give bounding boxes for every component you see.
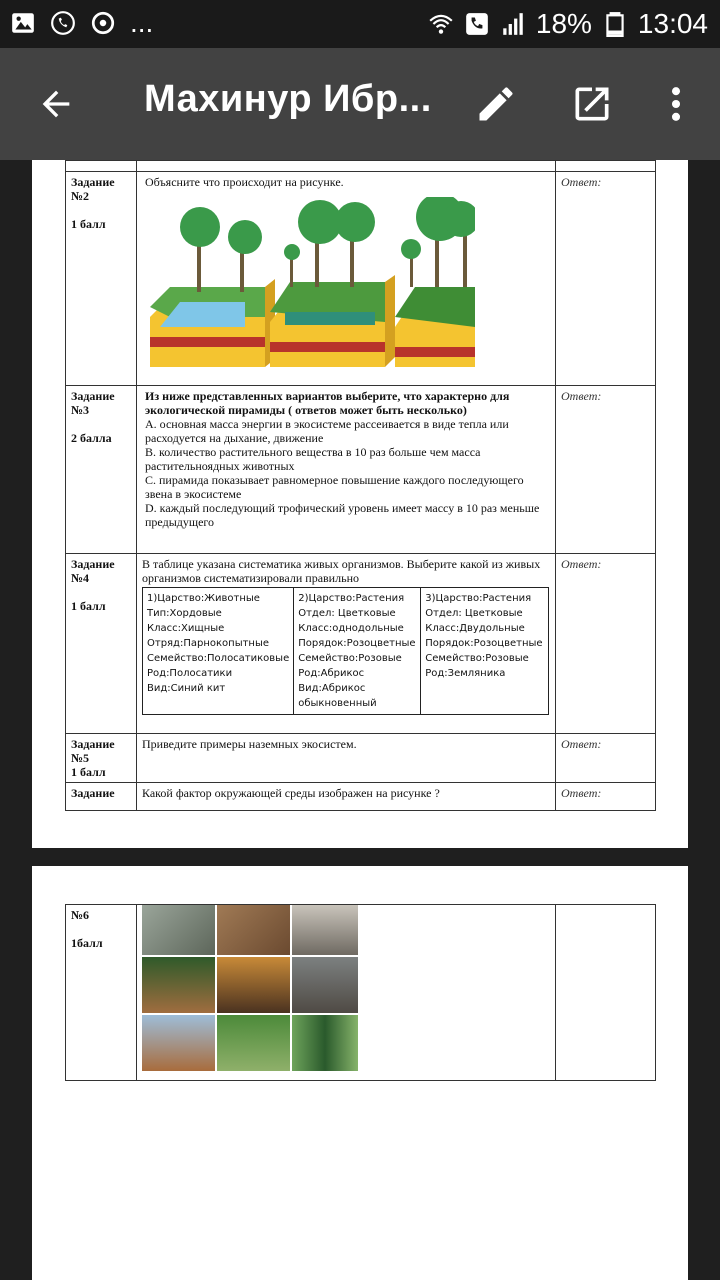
list-item: Семейство:Розовые <box>298 653 402 664</box>
task-question: Объясните что происходит на рисунке. <box>145 175 344 189</box>
list-item: Вид:Абрикос обыкновенный <box>298 683 377 709</box>
task-question: Какой фактор окружающей среды изображен на рисунке ? <box>142 786 440 800</box>
photo-tile <box>217 1015 290 1071</box>
taxonomy-option-1 <box>143 588 294 715</box>
answer-label: Ответ: <box>561 175 602 189</box>
task-points: 1 балл <box>71 217 106 231</box>
answer-label: Ответ: <box>561 737 602 751</box>
task-points: 2 балла <box>71 431 112 445</box>
sync-icon <box>90 10 116 36</box>
photo-tile <box>292 905 358 955</box>
task-row-3 <box>66 386 656 554</box>
option-d: D. каждый последующий трофический уровень имеет массу в 10 раз меньше предыдущего <box>145 501 540 529</box>
list-item: Класс:однодольные <box>298 623 404 634</box>
task-row-6-continued <box>66 905 656 1081</box>
photo-tile <box>142 957 215 1013</box>
task-question: Приведите примеры наземных экосистем. <box>142 737 357 751</box>
document-page-2 <box>32 866 688 1280</box>
task-label: Задание №3 <box>71 389 115 417</box>
answer-label: Ответ: <box>561 389 602 403</box>
environment-photo-collage <box>142 905 550 1071</box>
document-title: Махинур Ибр... <box>144 78 432 120</box>
battery-percent: 18% <box>535 8 592 39</box>
task-points: 1 балл <box>71 599 106 613</box>
taxonomy-table <box>142 587 549 715</box>
open-external-icon[interactable] <box>570 82 614 126</box>
task-row-4 <box>66 554 656 734</box>
list-item: Семейство:Полосатиковые <box>147 653 290 664</box>
wifi-icon <box>428 11 454 37</box>
list-item: Класс:Двудольные <box>425 623 525 634</box>
whatsapp-icon <box>50 10 76 36</box>
image-icon <box>10 10 36 36</box>
list-item: Род:Абрикос <box>298 668 365 679</box>
clock: 13:04 <box>637 8 708 39</box>
photo-tile <box>217 957 290 1013</box>
list-item: Вид:Синий кит <box>147 683 226 694</box>
more-indicator: ... <box>130 7 154 38</box>
list-item: Семейство:Розовые <box>425 653 529 664</box>
task-row-6 <box>66 783 656 811</box>
table-row <box>66 161 656 172</box>
list-item: Тип:Хордовые <box>147 608 222 619</box>
photo-tile <box>292 957 358 1013</box>
status-bar <box>0 0 720 48</box>
list-item: Класс:Хищные <box>147 623 225 634</box>
battery-icon <box>602 11 628 37</box>
signal-icon <box>500 11 526 37</box>
photo-tile <box>142 1015 215 1071</box>
task-label: Задание №2 <box>71 175 115 203</box>
more-vert-icon[interactable] <box>654 82 698 126</box>
photo-tile <box>292 1015 358 1071</box>
task-number: №6 <box>71 908 90 922</box>
taxonomy-option-2 <box>294 588 421 715</box>
task-label: Задание №4 <box>71 557 115 585</box>
list-item: Отдел: Цветковые <box>298 608 396 619</box>
succession-illustration <box>145 197 475 367</box>
list-item: Порядок:Розоцветные <box>425 638 543 649</box>
app-bar <box>0 48 720 160</box>
list-item: 2)Царство:Растения <box>298 593 405 604</box>
task-table-page-2 <box>65 904 656 1081</box>
list-item: Отдел: Цветковые <box>425 608 523 619</box>
taxonomy-option-3 <box>421 588 549 715</box>
task-question: В таблице указана систематика живых организмов. Выберите какой из живых организмов систематизировали правильно <box>142 557 541 585</box>
answer-label: Ответ: <box>561 557 602 571</box>
photo-tile <box>142 905 215 955</box>
list-item: 1)Царство:Животные <box>147 593 260 604</box>
list-item: 3)Царство:Растения <box>425 593 532 604</box>
edit-icon[interactable] <box>474 82 518 126</box>
photo-tile <box>217 905 290 955</box>
task-table-page-1 <box>65 160 656 811</box>
back-arrow-icon[interactable] <box>36 84 76 124</box>
list-item: Род:Полосатики <box>147 668 233 679</box>
call-icon <box>464 11 490 37</box>
task-row-2 <box>66 172 656 386</box>
task-points: 1 балл <box>71 765 106 779</box>
document-page-1 <box>32 160 688 848</box>
option-b: B. количество растительного вещества в 10 раз больше чем масса растительноядных животных <box>145 445 481 473</box>
task-label: Задание <box>71 786 115 800</box>
option-c: C. пирамида показывает равномерное повышение каждого последующего звена в экосистеме <box>145 473 524 501</box>
answer-label: Ответ: <box>561 786 602 800</box>
list-item: Порядок:Розоцветные <box>298 638 416 649</box>
task-row-5 <box>66 734 656 783</box>
list-item: Отряд:Парнокопытные <box>147 638 269 649</box>
task-points: 1балл <box>71 936 103 950</box>
option-a: A. основная масса энергии в экосистеме рассеивается в виде тепла или расходуется на дыхание, движение <box>145 417 509 445</box>
list-item: Род:Земляника <box>425 668 506 679</box>
task-label: Задание №5 <box>71 737 115 765</box>
task-question: Из ниже представленных вариантов выберите, что характерно для экологической пирамиды ( ответов может быть несколько) <box>145 389 510 417</box>
